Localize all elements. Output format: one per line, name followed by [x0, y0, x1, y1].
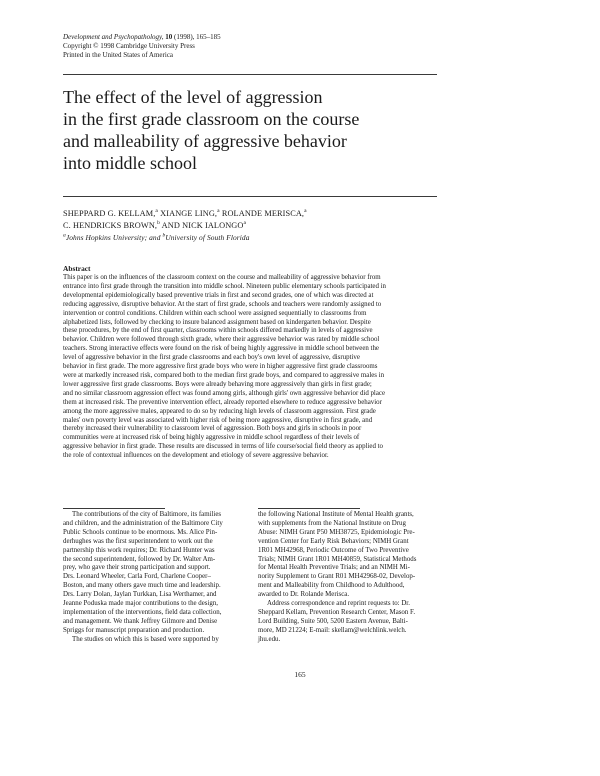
footnote-line: Sheppard Kellam, Prevention Research Center, Mason F. — [258, 608, 416, 616]
abstract-line: communities were at increased risk of being highly aggressive in middle school regardless of their levels of — [63, 434, 360, 442]
footnote-line: nority Supplement to Grant R01 MH42968-02, Develop- — [258, 573, 416, 581]
footnote-line: the second superintendent, followed by Dr. Walter Am- — [63, 555, 216, 563]
abstract-line: entrance into first grade through the transition into middle school. Nineteen public elementary schools participated in — [63, 282, 387, 290]
abstract-line: reducing aggressive, disruptive behavior. At the start of first grade, schools and teachers were randomly assigned to — [63, 300, 382, 308]
title-line: in the first grade classroom on the course — [63, 109, 360, 129]
footnote-column-left — [63, 511, 251, 645]
footnote-line: The contributions of the city of Baltimore, its families — [72, 511, 222, 518]
footnote-line: more, MD 21224; E-mail: skellam@welchlink.welch. — [258, 626, 407, 634]
copyright-line: Copyright © 1998 Cambridge University Press — [63, 42, 195, 50]
footnote-rule-left — [63, 508, 165, 509]
footnote-line: Drs. Larry Dolan, Jaylan Turkkan, Lisa Werthamer, and — [63, 591, 217, 599]
footnote-rule-right — [258, 508, 360, 509]
affiliation-mark: b — [157, 220, 160, 227]
volume-number: 10 — [165, 33, 173, 41]
footnote-line: Spriggs for manuscript preparation and production. — [63, 626, 205, 634]
affiliation-text: University of South Florida — [165, 233, 250, 242]
abstract-line: lower aggressive first grade classrooms. Boys were already behaving more aggressively than girls in first grade; — [63, 380, 372, 388]
journal-name: Development and Psychopathology, — [63, 33, 164, 41]
author-name: C. HENDRICKS BROWN, — [63, 221, 158, 230]
footnote-line: Lord Building, Suite 500, 5200 Eastern Avenue, Balti- — [258, 617, 408, 625]
abstract-line: alphabetized lists, followed by checking to insure balanced assignment based on kindergarten behavior. Despite — [63, 318, 371, 326]
footnote-line: Abuse: NIMH Grant P50 MH38725, Epidemiologic Pre- — [258, 528, 415, 536]
abstract-line: teachers. Strong interactive effects were found on the risk of being highly aggressive in middle school between the — [63, 345, 379, 353]
affiliation-mark: a — [155, 208, 158, 215]
footnote-line: and children, and the administration of the Baltimore City — [63, 519, 223, 527]
affiliation-text: Johns Hopkins University; and — [65, 233, 163, 242]
footnote-line: partnership this work requires; Dr. Richard Hunter was — [63, 546, 215, 554]
citation-details: (1998), 165–185 — [174, 33, 221, 41]
footnote-line: awarded to Dr. Rolande Merisca. — [258, 591, 350, 599]
footnote-line: Drs. Leonard Wheeler, Carla Ford, Charlene Cooper– — [63, 573, 211, 581]
author-name: ROLANDE MERISCA, — [219, 209, 305, 218]
author-name: XIANGE LING, — [157, 209, 218, 218]
footnote-line: vention Center for Early Risk Behaviors; NIMH Grant — [258, 537, 409, 545]
author-block — [63, 208, 307, 244]
footnote-line: jhu.edu. — [258, 635, 281, 643]
footnote-column-right — [258, 511, 448, 645]
affiliation-mark: b — [162, 232, 166, 239]
footnote-line: for Mental Health Preventive Trials; and an NIMH Mi- — [258, 564, 410, 572]
footnote-line: Boston, and many others gave much time and leadership. — [63, 582, 221, 590]
footnote-line: implementation of the interventions, field data collection, — [63, 608, 222, 616]
abstract-body — [63, 274, 543, 461]
footnote-line: Trials; NIMH Grant 1R01 MH40859, Statistical Methods — [258, 555, 417, 563]
abstract-line: behavior in first grade. The more aggressive first grade boys who were in higher aggressive first grade classrooms — [63, 363, 378, 371]
footnote-line: derhughes was the first superintendent to work out the — [63, 537, 213, 545]
footnote-line: 1R01 MH42968, Periodic Outcome of Two Preventive — [258, 546, 409, 554]
title-line: and malleability of aggressive behavior — [63, 131, 347, 151]
title-line: The effect of the level of aggression — [63, 87, 323, 107]
author-line — [63, 208, 307, 220]
abstract-line: among the more aggressive males, appeared to do so by reducing high levels of classroom aggression. First grade — [63, 407, 376, 415]
abstract-line: and no similar classroom aggression effect was found among girls, although girls' own aggressive behavior did place — [63, 389, 386, 397]
affiliation-line — [63, 232, 307, 244]
abstract-line: developmental epidemiologically based preventive trials in first and second grades, one of which was directed at — [63, 291, 374, 299]
page-number: 165 — [294, 670, 306, 679]
title-line: into middle school — [63, 153, 197, 173]
abstract-line: the role of contextual influences on the development and etiology of severe aggressive behavior. — [63, 452, 329, 460]
abstract-line: level of aggressive behavior in the first grade classrooms and each boy's own level of aggressive, disruptive — [63, 354, 360, 362]
abstract-heading: Abstract — [63, 264, 91, 273]
abstract-line: aggressive behavior in first grade. These results are discussed in terms of life course/social field theory as applied to — [63, 443, 383, 451]
journal-header — [63, 33, 221, 60]
abstract-line: thereby increased their vulnerability to classroom level of aggression. Both boys and girls in schools in poor — [63, 425, 362, 433]
top-rule — [63, 74, 437, 75]
author-line — [63, 220, 307, 232]
abstract-line: This paper is on the influences of the classroom context on the course and malleability of aggressive behavior from — [63, 274, 381, 281]
abstract-line: them at increased risk. The preventive intervention effect, already reported elsewhere to reduce aggressive behavior — [63, 398, 382, 406]
affiliation-mark: a — [217, 208, 220, 215]
footnote-line: Public Schools continue to be enormous. Ms. Alice Pin- — [63, 528, 218, 536]
citation-line — [63, 33, 221, 42]
abstract-line: intervention or control conditions. Children within each school were assigned sequentially to classrooms from — [63, 309, 367, 317]
author-name: SHEPPARD G. KELLAM, — [63, 209, 156, 218]
footnote-line: ment and Malleability from Childhood to Adulthood, — [258, 582, 405, 590]
footnote-line: Jeanne Poduska made major contributions to the design, — [63, 600, 219, 608]
abstract-line: were at markedly increased risk, compared both to the median first grade boys, and compared to aggressive males in — [63, 371, 385, 379]
article-title — [63, 86, 483, 174]
footnote-line: Address correspondence and reprint requests to: Dr. — [267, 600, 410, 608]
author-name: AND NICK IALONGO — [159, 221, 244, 230]
abstract-line: males' own poverty level was associated with higher risk of being more aggressive, disruptive in first grade, and — [63, 416, 373, 424]
abstract-line: these procedures, by the end of first quarter, classrooms within schools differed markedly in levels of aggressive — [63, 327, 373, 335]
footnote-line: the following National Institute of Mental Health grants, — [258, 511, 414, 518]
affiliation-mark: a — [243, 220, 247, 227]
footnote-line: The studies on which this is based were supported by — [72, 635, 219, 643]
title-rule — [63, 196, 437, 197]
abstract-line: behavior. Children were followed through sixth grade, where their aggressive behavior was rated by middle school — [63, 336, 380, 344]
affiliation-mark: a — [304, 208, 307, 215]
footnote-line: with supplements from the National Institute on Drug — [258, 519, 406, 527]
affiliation-mark: a — [63, 232, 66, 239]
footnote-line: and management. We thank Jeffrey Gilmore and Denise — [63, 617, 218, 625]
printed-line: Printed in the United States of America — [63, 51, 174, 59]
footnote-line: prey, who gave their strong participation and support. — [63, 564, 211, 572]
